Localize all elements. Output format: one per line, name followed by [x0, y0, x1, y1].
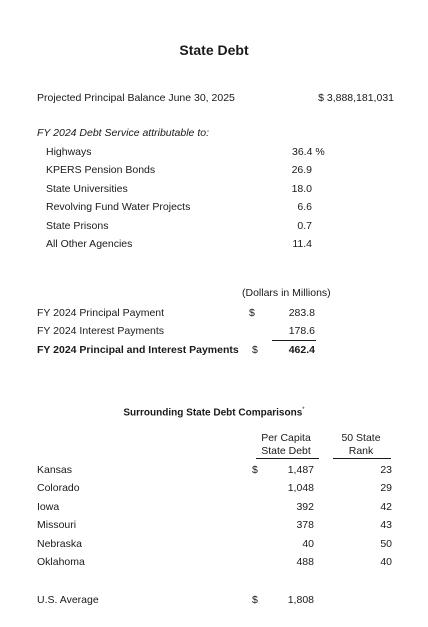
debt-service-item-value: 6.6 — [297, 201, 312, 213]
footnote-marker: * — [302, 407, 305, 413]
payment-total-currency: $ — [252, 344, 258, 356]
debt-service-item-label: Highways — [46, 146, 92, 158]
state-rank: 29 — [380, 482, 392, 494]
col-header-rank: 50 State Rank — [341, 432, 381, 457]
payment-row-currency: $ — [249, 307, 255, 319]
state-rank: 23 — [380, 464, 392, 476]
payment-row-label: FY 2024 Principal Payment — [37, 307, 165, 319]
payment-total-value: 462.4 — [288, 344, 315, 356]
payment-total-label: FY 2024 Principal and Interest Payments — [37, 344, 239, 356]
payment-row-value: 178.6 — [288, 325, 315, 337]
state-rank: 43 — [380, 519, 392, 531]
state-name: Nebraska — [37, 538, 82, 550]
state-rank: 50 — [380, 538, 392, 550]
debt-service-item-label: All Other Agencies — [46, 238, 133, 250]
projected-balance-value: $ 3,888,181,031 — [318, 92, 394, 104]
debt-service-item-label: KPERS Pension Bonds — [46, 164, 156, 176]
state-per-capita: 392 — [296, 501, 314, 513]
state-name: Iowa — [37, 501, 60, 513]
debt-service-item-label: State Prisons — [46, 220, 109, 232]
projected-balance-label: Projected Principal Balance June 30, 2025 — [37, 92, 235, 104]
subtotal-rule — [272, 340, 316, 341]
state-per-capita: 1,487 — [287, 464, 314, 476]
col-header-rule — [333, 458, 391, 459]
state-name: Colorado — [37, 482, 80, 494]
col-header-rule — [256, 458, 319, 459]
payments-units-note: (Dollars in Millions) — [242, 287, 331, 299]
debt-service-item-value: 36.4 % — [292, 146, 325, 158]
debt-service-item-value: 0.7 — [297, 220, 312, 232]
state-per-capita: 378 — [296, 519, 314, 531]
debt-service-item-label: Revolving Fund Water Projects — [46, 201, 191, 213]
debt-service-item-value: 26.9 — [291, 164, 312, 176]
page-title: State Debt — [179, 42, 249, 58]
us-average-value: 1,808 — [287, 594, 314, 606]
debt-service-item-label: State Universities — [46, 183, 128, 195]
state-name: Missouri — [37, 519, 77, 531]
us-average-label: U.S. Average — [37, 594, 99, 606]
state-name: Kansas — [37, 464, 73, 476]
us-average-currency: $ — [252, 594, 258, 606]
state-rank: 42 — [380, 501, 392, 513]
state-per-capita: 488 — [296, 556, 314, 568]
state-currency: $ — [252, 464, 258, 476]
state-name: Oklahoma — [37, 556, 85, 568]
payment-row-label: FY 2024 Interest Payments — [37, 325, 165, 337]
state-per-capita: 40 — [302, 538, 314, 550]
debt-service-item-value: 18.0 — [291, 183, 312, 195]
state-per-capita: 1,048 — [287, 482, 314, 494]
payment-row-value: 283.8 — [288, 307, 315, 319]
debt-service-item-value: 11.4 — [292, 238, 312, 250]
comparisons-title: Surrounding State Debt Comparisons* — [123, 407, 305, 419]
col-header-per-capita: Per Capita State Debt — [261, 432, 311, 457]
debt-service-heading: FY 2024 Debt Service attributable to: — [37, 127, 209, 139]
state-rank: 40 — [380, 556, 392, 568]
